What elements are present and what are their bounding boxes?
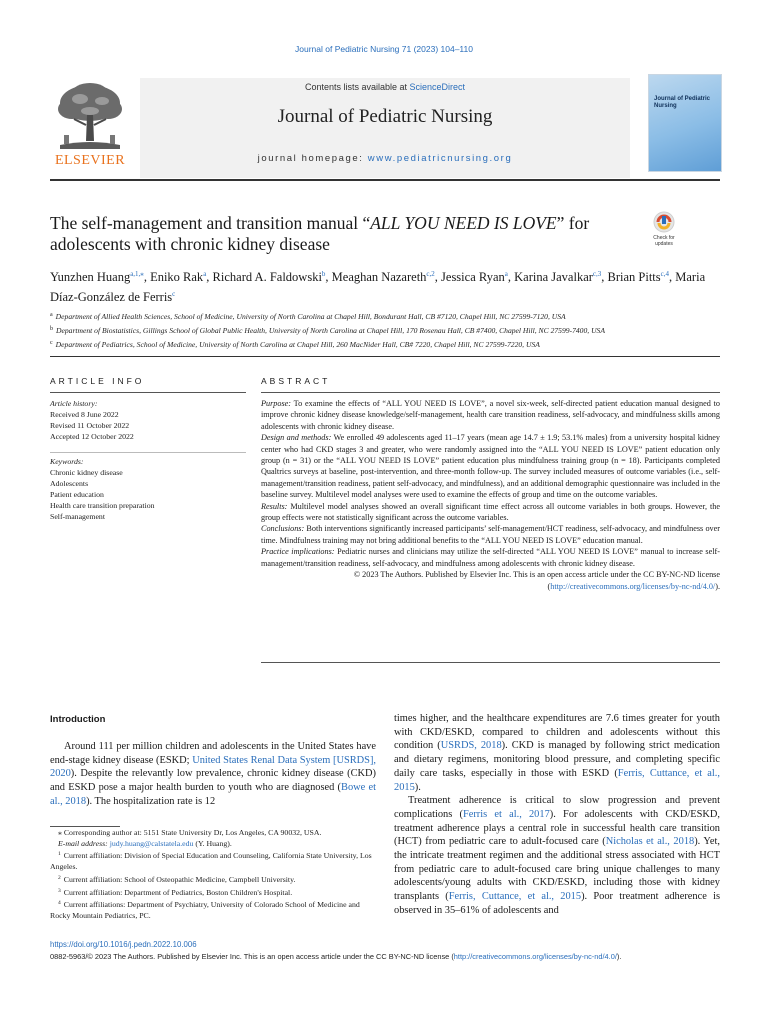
keywords-rule [50,452,246,453]
text-run: ). [414,781,421,793]
license-link[interactable]: http://creativecommons.org/licenses/by-nc-nd/4.0/ [550,581,716,591]
design-label: Design and methods: [261,433,332,443]
text-run: ). CKD is managed by following strict medication and dietary regimens, monitoring blood pressure, and completing specific daily care tasks, especially in those with ESKD ( [394,740,720,779]
footnote-mark: 4 [58,900,61,907]
author-name[interactable]: Meaghan Nazareth [331,270,427,284]
abstract-conclusions [261,523,720,546]
title-part-2: ” for adolescents with chronic kidney disease [50,213,590,254]
affiliation-text: Department of Biostatistics, Gillings School of Global Public Health, University of North Carolina at Chapel Hill, 170 Rosenau Hall, CB #7400, Chapel Hill, NC 27599-7400, USA [56,326,605,335]
footnote-4 [50,898,376,921]
journal-cover-thumbnail[interactable] [648,74,722,172]
abstract-results [261,501,720,524]
intro-paragraph-2 [394,794,720,917]
author-affiliation-mark[interactable]: a [203,270,207,278]
affiliation-text: Department of Pediatrics, School of Medicine, University of North Carolina at Chapel Hill, 260 MacNider Hall, CB# 7220, Chapel Hill, NC 27599-7220, USA [55,340,540,349]
author-list: Yunzhen Huang$^{a,1,⁎}$, Eniko Rak$^a$, Richard A. Faldowski$^b$, Meaghan Nazareth$^{c,2}$, Jessica Ryan$^a$, Karina Javalkar$^{c,3}$, Brian Pitts$^{c,4}$, Maria Díaz-González de Ferris$^c$ [50,270,706,304]
copyright-text: 0882-5963/© 2023 The Authors. Published by Elsevier Inc. This is an open access article under the CC BY-NC-ND license ( [50,952,454,961]
article-info-heading: ARTICLE INFO [50,376,145,386]
check-for-updates-label[interactable]: Check for updates [653,235,675,247]
footnote-mark: 1 [58,851,61,858]
license-end: ). [715,581,720,591]
citation-link-ferris-2017[interactable]: Ferris et al., 2017 [462,808,550,820]
author-affiliation-mark[interactable]: a [504,270,508,278]
email-link[interactable]: judy.huang@calstatela.edu [109,838,194,848]
affiliation-item [50,309,725,323]
keyword: Self-management [50,512,105,521]
text-run: ). Poor treatment adherence is observed in 35–61% of adolescents and [394,891,721,916]
author-name[interactable]: Richard A. Faldowski [212,270,322,284]
affiliation-list [50,309,725,351]
citation-link-ferris-2015[interactable]: Ferris, Cuttance, et al., 2015 [394,767,720,793]
introduction-heading: Introduction [50,714,106,725]
keyword: Patient education [50,490,104,499]
citation-link-nicholas-2018[interactable]: Nicholas et al., 2018 [605,836,695,848]
purpose-text: To examine the effects of “ALL YOU NEED IS LOVE”, a novel six-week, self-directed patient education manual designed to improve chronic kidney disease knowledge/self-management, health care transition readiness, self-advocacy, and mindfulness skills among adolescents with chronic kidney disease. [261,399,720,431]
copyright-line [50,952,730,961]
author-name[interactable]: Brian Pitts [607,270,661,284]
citation-link-bowe-2018[interactable]: Bowe et al., 2018 [50,782,376,807]
header-divider [50,179,720,181]
footer-license-link[interactable]: http://creativecommons.org/licenses/by-nc-nd/4.0/ [453,952,617,961]
elsevier-wordmark: ELSEVIER [54,153,126,168]
affiliation-item [50,337,725,351]
footnote-mark: 2 [58,874,61,881]
practice-text: Pediatric nurses and clinicians may utilize the self-directed “ALL YOU NEED IS LOVE” manual to increase self-management/transition readiness, self-advocacy, and mindfulness among adolescents with chronic kidney disease. [261,547,720,568]
footnote-email [50,839,376,850]
sciencedirect-link[interactable]: ScienceDirect [409,82,466,92]
intro-paragraph-1 [50,740,376,809]
author-affiliation-mark[interactable]: c,4 [660,270,670,278]
article-history [50,398,246,442]
contents-line [140,82,630,92]
title-emphasis: ALL YOU NEED IS LOVE [370,213,557,233]
text-run: ). Yet, the intricate treatment regimen and the additional stress associated with HCT from pediatric care to adult-focused care bring unique challenges to many adolescents/young adults with CKD/ESKD, including those with kidney transplants ( [394,836,720,903]
affiliation-text: Department of Allied Health Sciences, School of Medicine, University of North Carolina at Chapel Hill, Bondurant Hall, CB #7120, Chapel Hill, NC 27599-7120, USA [55,312,566,321]
text-run: ). The hospitalization rate is 12 [86,795,216,807]
homepage-prefix: journal homepage: [257,153,368,164]
text-run: Around 111 per million children and adolescents in the United States have end-stage kidney disease (ESKD; [50,741,376,766]
citation-link-usrds-2018[interactable]: USRDS, 2018 [440,740,502,752]
email-after: (Y. Huang). [193,838,232,848]
abstract-heading: ABSTRACT [261,376,331,386]
author-name[interactable]: Eniko Rak [150,270,204,284]
journal-homepage-link[interactable]: www.pediatricnursing.org [367,153,513,164]
citation-link-ferris-2015b[interactable]: Ferris, Cuttance, et al., 2015 [448,891,582,903]
right-column [394,712,720,918]
article-info-rule [50,392,246,393]
results-text: Multilevel model analyses showed an overall significant time effect across all outcome variables in both groups. However, the group effects were not statistically significant across the outcome variables. [261,501,720,523]
email-label: E-mail address: [58,838,110,848]
title-part-1: The self-management and transition manual “ [50,213,371,233]
intro-paragraph-1-cont [394,712,720,794]
keyword: Health care transition preparation [50,501,155,510]
author-name[interactable]: Yunzhen Huang [50,270,131,284]
practice-label: Practice implications: [261,547,335,557]
author-name[interactable]: Maria Díaz-González de Ferris [50,270,706,304]
abstract-rule [261,392,720,393]
design-text: We enrolled 49 adolescents aged 11–17 years (mean age 14.7 ± 1.9; 53.1% males) from a university hospital kidney center who had CKD stages 3 and greater, who were randomly assigned into the “ALL YOU NEED IS LOVE” patient education only group (n = 31) or the “ALL YOU NEED IS LOVE” patient education plus mindfulness training group (n = 18). Participants completed Qualtrics surveys at baseline, post-intervention, and three-month follow-up. The survey included measures of outcome variables (i.e., self-management/transition readiness, patient self-advocacy, and mindfulness), and an additional demographic questionnaire was included in the baseline survey. Multilevel model analyses were used to examine the effects of group and time on the outcome variables. [261,433,720,500]
conclusions-text: Both interventions significantly increased participants’ self-management/HCT readiness, self-advocacy, and mindfulness over time. Mindfulness training may not bring additional benefits to the “ALL YOU NEED IS LOVE” education manual. [261,524,720,545]
purpose-label: Purpose: [261,399,292,408]
author-name[interactable]: Karina Javalkar [514,270,593,284]
abstract-design [261,432,720,500]
cover-title: Journal of Pediatric Nursing [654,96,711,109]
history-label: Article history: [50,399,98,408]
conclusions-label: Conclusions: [261,524,305,534]
author-affiliation-mark[interactable]: a,1,⁎ [130,270,144,278]
affiliation-item [50,323,725,337]
abstract-purpose [261,398,720,432]
license-text: © 2023 The Authors. Published by Elsevier Inc. This is an open access article under the CC BY-NC-ND license ( [353,570,720,591]
text-run: times higher, and the healthcare expenditures are 7.6 times greater for youth with CKD/ESKD, compared to children and adolescents without this condition ( [394,713,720,752]
author-affiliation-mark[interactable]: b [321,270,326,278]
history-accepted: Accepted 12 October 2022 [50,432,134,441]
keywords-list [50,456,246,522]
footnote-text: Current affiliation: Division of Special Education and Counseling, California State University, Los Angeles. [50,851,372,872]
journal-title: Journal of Pediatric Nursing [277,106,493,127]
footnote-text: Current affiliations: Department of Psychiatry, University of Colorado School of Medicine and Rocky Mountain Pediatrics, PC. [50,900,360,920]
citation-link-usrds-2020[interactable]: United States Renal Data System [USRDS], 2020 [50,754,376,780]
text-run: ). For adolescents with CKD/ESKD, treatment adherence plays a central role in successful health care transition (HCT) from pediatric care to adult-focused care ( [394,808,720,848]
footnote-mark: 3 [58,887,61,894]
footnote-text: Current affiliation: School of Osteopathic Medicine, Campbell University. [63,874,296,884]
author-affiliation-mark[interactable]: c,3 [592,270,602,278]
author-affiliation-mark[interactable]: c,2 [426,270,435,278]
abstract-body [261,398,720,592]
footnote-corresponding: ⁎ Corresponding author at: 5151 State University Dr, Los Angeles, CA 90032, USA. [58,828,322,837]
copyright-end: ). [616,952,622,961]
abstract-practice [261,546,720,569]
text-run: Treatment adherence is critical to slow progression and prevent complications ( [394,795,720,820]
footnote-3 [50,886,376,899]
keyword: Chronic kidney disease [50,468,123,477]
affiliation-label: c [50,340,53,346]
doi-link[interactable]: https://doi.org/10.1016/j.pedn.2022.10.006 [50,940,197,949]
abstract-bottom-rule [261,662,720,663]
affiliation-label: b [50,326,53,332]
text-run: ). Despite the relevantly low prevalence, chronic kidney disease (CKD) and ESKD pose a major health burden to youth who are diagnosed ( [50,768,376,794]
keywords-label: Keywords: [50,457,84,466]
author-name[interactable]: Jessica Ryan [441,270,505,284]
abstract-license [261,569,720,592]
journal-homepage-line [140,153,630,164]
journal-reference-link[interactable]: Journal of Pediatric Nursing 71 (2023) 104–110 [295,44,473,54]
left-column [50,740,376,809]
footnote-rule [50,826,120,827]
title-divider [50,356,720,357]
footnotes [50,828,376,922]
results-label: Results: [261,501,288,511]
keyword: Adolescents [50,479,89,488]
history-received: Received 8 June 2022 [50,410,119,419]
footnote-2 [50,873,376,886]
affiliation-label: a [50,312,53,318]
footnote-1 [50,849,376,872]
author-affiliation-mark[interactable]: c [172,290,176,298]
article-title [50,213,630,255]
contents-prefix: Contents lists available at [304,82,410,92]
footnote-text: Current affiliation: Department of Pediatrics, Boston Children's Hospital. [63,887,293,897]
history-revised: Revised 11 October 2022 [50,421,130,430]
